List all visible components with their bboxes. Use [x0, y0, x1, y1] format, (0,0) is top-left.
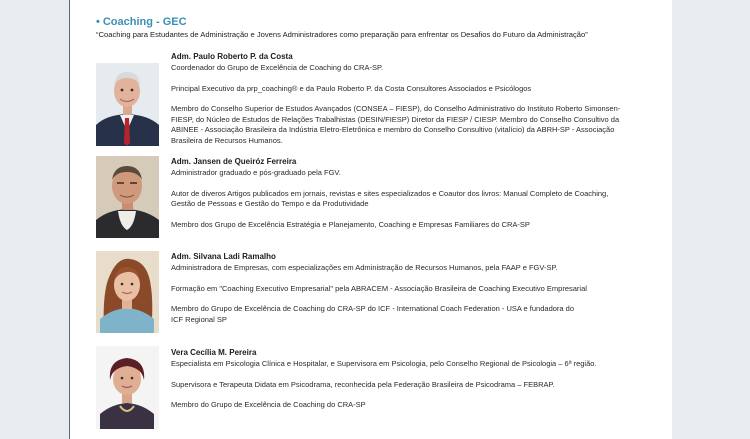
member-text: FIESP, do Núcleo de Estudos de Relações Trabalhistas (DESIN/FIESP) Diretor da FIESP / CIESP. Membro do Conselho Consultivo da [171, 114, 620, 124]
member-info [171, 51, 665, 146]
member-text: Administradora de Empresas, com especializações em Administração de Recursos Humanos, pela FAAP e FGV-SP. [171, 263, 558, 272]
member-name: Adm. Paulo Roberto P. da Costa [171, 52, 293, 61]
section-heading [96, 16, 187, 28]
member-text: Membro do Conselho Superior de Estudos Avançados (CONSEA – FIESP), do Conselho Administrativo do Instituto Roberto Simonsen- [171, 104, 621, 113]
member-text: Membro dos Grupo de Excelência Estratégia e Planejamento, Coaching e Empresas Familiares do CRA-SP [171, 219, 530, 229]
member-text: Gestão de Pessoas e Gestão do Tempo e da Produtividade [171, 199, 369, 208]
member-text: ICF Regional SP [171, 314, 227, 324]
member-photo [96, 63, 159, 146]
member-info [171, 347, 665, 411]
member-name: Vera Cecília M. Pereira [171, 348, 257, 357]
member-text: Administrador graduado e pós-graduado pela FGV. [171, 168, 341, 177]
content-panel [69, 0, 672, 439]
member-text: Autor de diveros Artigos publicados em jornais, revistas e sites especializados e Coautor dos livros: Manual Completo de Coaching, [171, 188, 609, 198]
member-text: Coordenador do Grupo de Excelência de Coaching do CRA-SP. [171, 63, 384, 72]
member-photo [96, 156, 159, 238]
member-text: Principal Executivo da prp_coaching® e da Paulo Roberto P. da Costa Consultores Associados e Psicólogos [171, 83, 532, 93]
member-text: Membro do Grupo de Excelência de Coaching do CRA-SP [171, 400, 366, 409]
member-info [171, 156, 665, 230]
member-name: Adm. Silvana Ladi Ramalho [171, 252, 276, 261]
member-info [171, 251, 665, 325]
section-title: Coaching - GEC [102, 16, 187, 28]
member-text: Membro do Grupo de Excelência de Coaching do CRA-SP do ICF - International Coach Federation - USA e fundadora do [171, 304, 575, 313]
member-text: Formação em "Coaching Executivo Empresarial" pela ABRACEM - Associação Brasileira de Coaching Executivo Empresarial [171, 283, 587, 293]
member-photo [96, 251, 159, 333]
member-photo [96, 346, 159, 429]
section-subtitle: “Coaching para Estudantes de Administração e Jovens Administradores como preparação para enfrentar os Desafios do Futuro da Administração” [96, 30, 588, 39]
member-name: Adm. Jansen de Queiróz Ferreira [171, 157, 297, 166]
bullet-icon: • [96, 16, 100, 28]
member-text: Brasileira de Recursos Humanos. [171, 135, 283, 145]
member-text: Especialista em Psicologia Clínica e Hospitalar, e Supervisora em Psicologia, pelo Conselho Regional de Psicologia – 6ª região. [171, 359, 597, 368]
member-text: Supervisora e Terapeuta Didata em Psicodrama, reconhecida pela Federação Brasileira de Psicodrama – FEBRAP. [171, 379, 555, 389]
member-text: ABINEE - Associação Brasileira da Indústria Eletro-Eletrônica e membro do Conselho Consultivo (vitalício) da ABRH-SP - Associação [171, 125, 615, 134]
